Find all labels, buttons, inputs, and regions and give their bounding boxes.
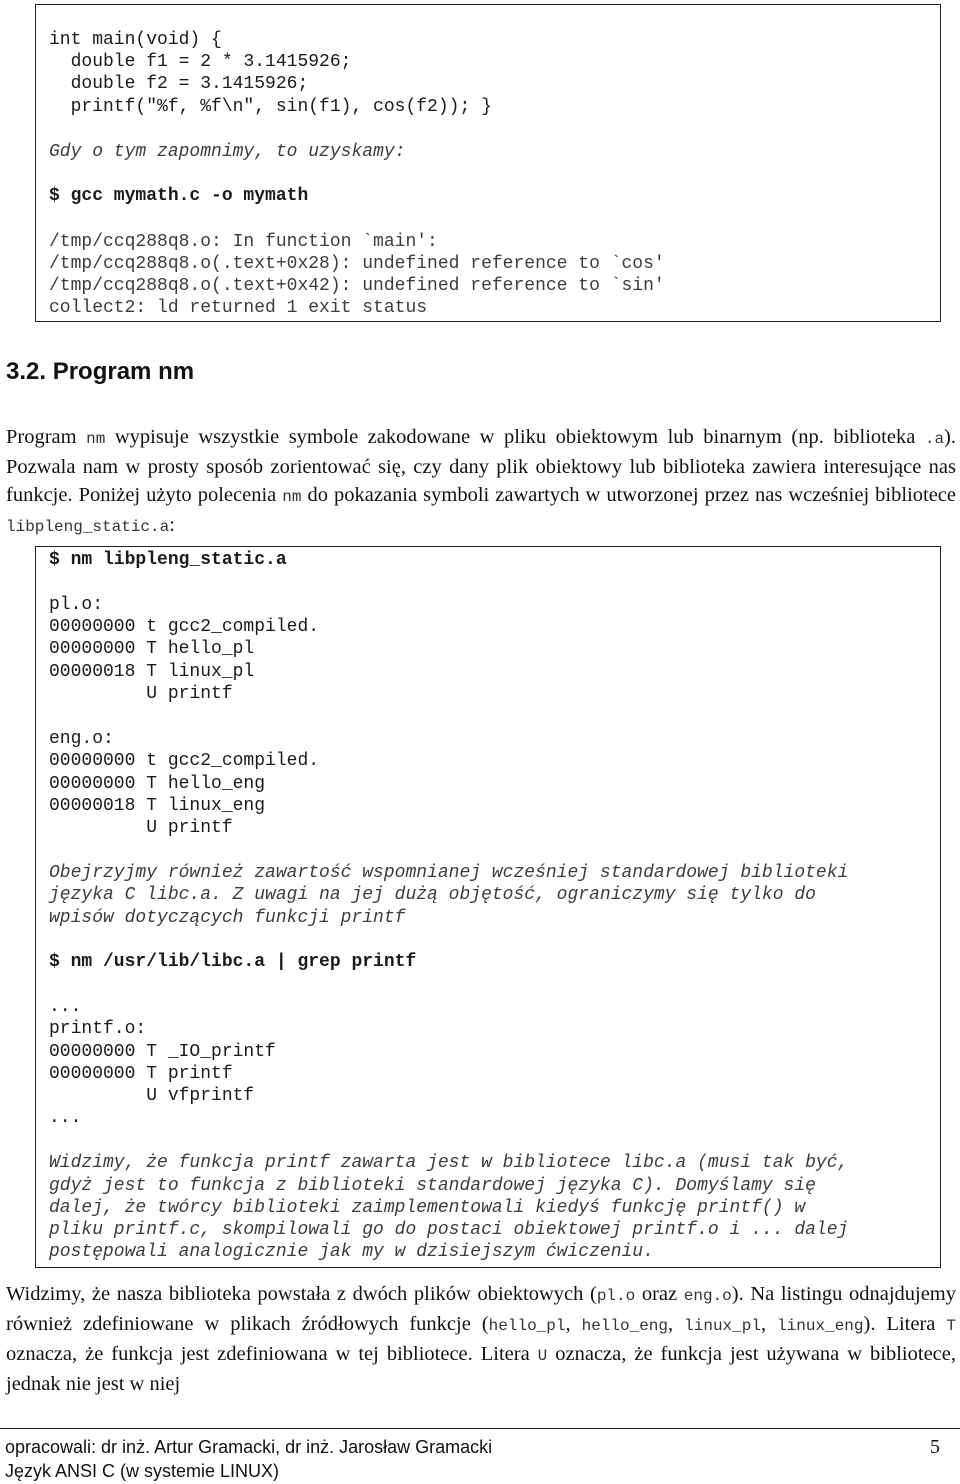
error-line: /tmp/ccq288q8.o(.text+0x28): undefined reference to `cos' xyxy=(49,254,665,274)
paragraph-intro xyxy=(6,423,956,541)
code-line: double f1 = 2 * 3.1415926; xyxy=(49,52,352,72)
inline-code: .a xyxy=(924,430,945,448)
text: oznacza, że funkcja jest używana w bibliotece, jednak nie jest w niej xyxy=(6,1343,956,1395)
footer-divider xyxy=(0,1428,960,1429)
code-note: dalej, że twórcy biblioteki zaimplementowali kiedyś funkcję printf() w xyxy=(49,1198,806,1218)
inline-code: T xyxy=(946,1317,956,1335)
code-note: postępowali analogicznie jak my w dzisiejszym ćwiczeniu. xyxy=(49,1242,654,1262)
text: , xyxy=(760,1313,778,1335)
output-line: U printf xyxy=(49,818,233,838)
shell-command: $ nm libpleng_static.a xyxy=(49,550,287,570)
inline-code: nm xyxy=(282,488,302,506)
error-line: /tmp/ccq288q8.o(.text+0x42): undefined reference to `sin' xyxy=(49,276,665,296)
text: oraz xyxy=(635,1283,684,1305)
text: ). Na listingu odnajdujemy również zdefiniowane w plikach źródłowych funkcje ( xyxy=(6,1283,957,1335)
code-note: wpisów dotyczących funkcji printf xyxy=(49,908,406,928)
text: , xyxy=(565,1313,582,1335)
shell-command: $ gcc mymath.c -o mymath xyxy=(49,186,309,206)
output-line: 00000000 T hello_eng xyxy=(49,774,266,794)
output-line: ... xyxy=(49,1108,82,1128)
code-note: Widzimy, że funkcja printf zawarta jest w bibliotece libc.a (musi tak być, xyxy=(49,1153,849,1173)
code-note: języka C libc.a. Z uwagi na jej dużą objętość, ograniczymy się tylko do xyxy=(49,885,816,905)
output-line: 00000018 T linux_eng xyxy=(49,796,266,816)
error-line: collect2: ld returned 1 exit status xyxy=(49,298,428,318)
inline-code: eng.o xyxy=(683,1287,732,1305)
inline-code: linux_eng xyxy=(777,1317,864,1335)
output-line: eng.o: xyxy=(49,729,114,749)
inline-code: hello_eng xyxy=(581,1317,669,1335)
output-line: 00000000 t gcc2_compiled. xyxy=(49,617,320,637)
text: Widzimy, że nasza biblioteka powstała z dwóch plików obiektowych ( xyxy=(6,1283,597,1305)
paragraph-explanation xyxy=(6,1280,956,1398)
code-line: int main(void) { xyxy=(49,30,222,50)
text: wypisuje wszystkie symbole zakodowane w pliku obiektowym lub binarnym (np. biblioteka xyxy=(105,426,925,448)
footer-course: Język ANSI C (w systemie LINUX) xyxy=(5,1461,280,1481)
output-line: U vfprintf xyxy=(49,1086,255,1106)
code-line: printf("%f, %f\n", sin(f1), cos(f2)); } xyxy=(49,97,492,117)
output-line: printf.o: xyxy=(49,1019,147,1039)
output-line: U printf xyxy=(49,684,233,704)
code-listing-box-2 xyxy=(35,546,941,1268)
inline-code: linux_pl xyxy=(684,1317,761,1335)
inline-code: nm xyxy=(86,430,106,448)
output-line: 00000000 T printf xyxy=(49,1064,233,1084)
footer-authors: opracowali: dr inż. Artur Gramacki, dr inż. Jarosław Gramacki xyxy=(5,1437,493,1457)
output-line: 00000018 T linux_pl xyxy=(49,662,255,682)
output-line: pl.o: xyxy=(49,595,104,615)
code-note: Obejrzyjmy również zawartość wspomnianej wcześniej standardowej biblioteki xyxy=(49,863,849,883)
text: , xyxy=(668,1313,685,1335)
text: do pokazania symboli zawartych w utworzonej przez nas wcześniej bibliotece xyxy=(301,484,957,506)
output-line: 00000000 T _IO_printf xyxy=(49,1042,276,1062)
text: Program xyxy=(6,426,87,448)
text: oznacza, że funkcja jest zdefiniowana w tej bibliotece. Litera xyxy=(6,1343,538,1365)
inline-code: hello_pl xyxy=(488,1317,566,1335)
text: ). Pozwala nam w prosty sposób zorientować się, czy dany plik obiektowy lub biblioteka zawiera interesujące nas funkcje. Poniżej użyto polecenia xyxy=(6,426,956,506)
section-heading: 3.2. Program nm xyxy=(6,358,195,385)
inline-code: pl.o xyxy=(596,1287,636,1305)
output-line: ... xyxy=(49,997,82,1017)
text: ). Litera xyxy=(863,1313,947,1335)
code-listing-box-1 xyxy=(35,4,941,322)
code-note: Gdy o tym zapomnimy, to uzyskamy: xyxy=(49,142,406,162)
error-line: /tmp/ccq288q8.o: In function `main': xyxy=(49,232,438,252)
page-number: 5 xyxy=(930,1436,940,1458)
code-note: gdyż jest to funkcja z biblioteki standardowej języka C). Domyślamy się xyxy=(49,1176,816,1196)
inline-code: U xyxy=(537,1347,548,1365)
output-line: 00000000 t gcc2_compiled. xyxy=(49,751,320,771)
shell-command: $ nm /usr/lib/libc.a | grep printf xyxy=(49,952,417,972)
inline-code: libpleng_static.a xyxy=(6,518,170,536)
code-note: pliku printf.c, skompilowali go do postaci obiektowej printf.o i ... dalej xyxy=(49,1220,849,1240)
output-line: 00000000 T hello_pl xyxy=(49,639,255,659)
code-line: double f2 = 3.1415926; xyxy=(49,74,309,94)
text: : xyxy=(169,514,175,536)
